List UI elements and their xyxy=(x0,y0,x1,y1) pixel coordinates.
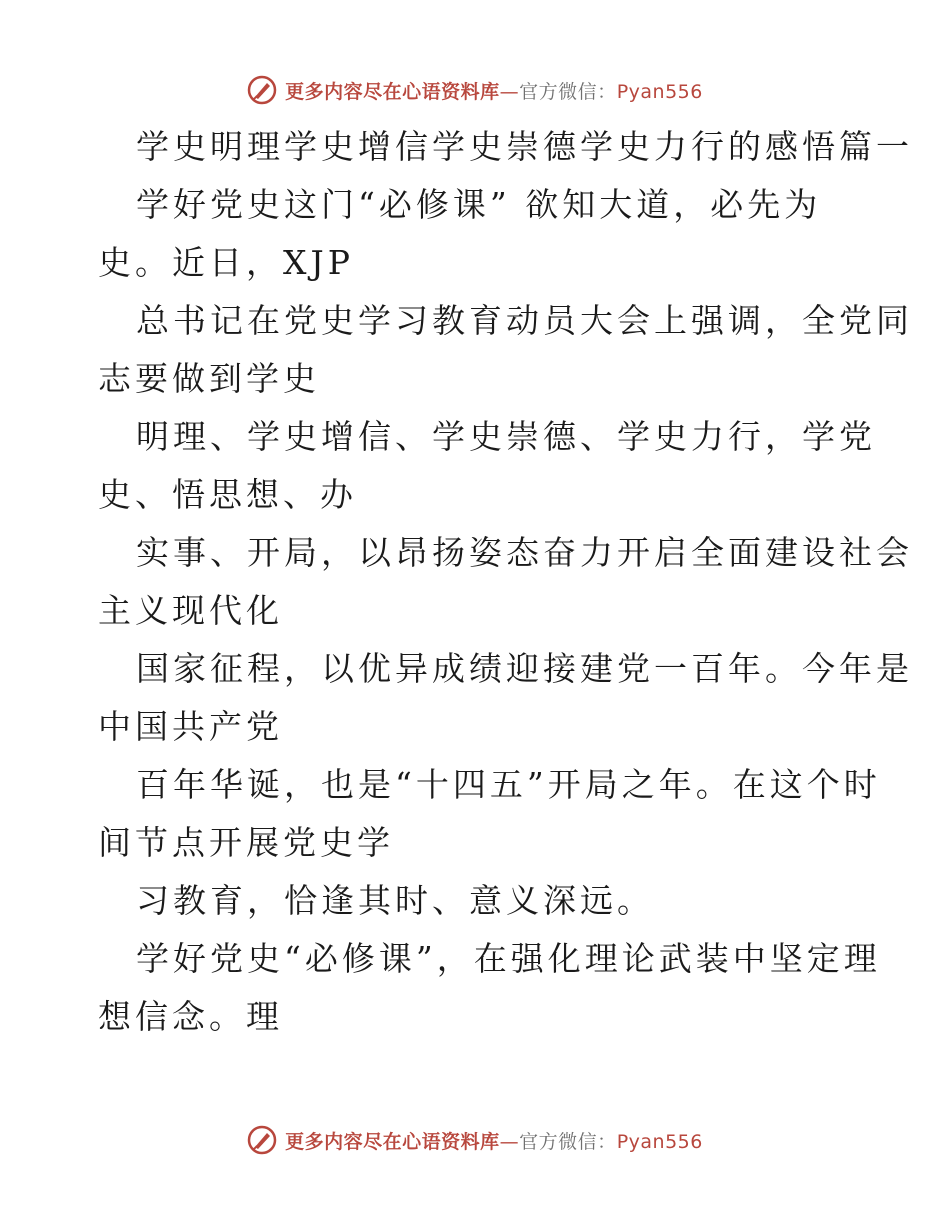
text-line: 中国共产党 xyxy=(98,707,283,746)
watermark-label: 官方微信： xyxy=(519,1130,617,1153)
document-body xyxy=(98,118,913,1046)
text-line: 习教育，恰逢其时、意义深远。 xyxy=(136,881,654,920)
footer-watermark xyxy=(0,1123,950,1157)
text-line: 志要做到学史 xyxy=(98,359,320,398)
text-line: 实事、开局，以昂扬姿态奋力开启全面建设社会 xyxy=(136,533,913,572)
quill-seal-icon xyxy=(247,1125,277,1155)
watermark-wechat-id: Pyan556 xyxy=(616,80,703,103)
watermark-wechat-id: Pyan556 xyxy=(616,1130,703,1153)
watermark-label: 官方微信： xyxy=(519,80,617,103)
text-line: 百年华诞，也是“十四五”开局之年。在这个时 xyxy=(136,765,881,804)
text-line: 国家征程，以优异成绩迎接建党一百年。今年是 xyxy=(136,649,913,688)
text-line: 学好党史这门“必修课” 欲知大道，必先为 xyxy=(136,185,822,224)
watermark-brand: 更多内容尽在心语资料库 xyxy=(285,80,500,103)
text-line: 史、悟思想、办 xyxy=(98,475,357,514)
quill-seal-icon xyxy=(247,75,277,105)
watermark-dash: — xyxy=(499,1130,520,1153)
text-line: 总书记在党史学习教育动员大会上强调，全党同 xyxy=(136,301,913,340)
watermark-dash: — xyxy=(499,80,520,103)
header-watermark xyxy=(0,73,950,107)
text-line: 想信念。理 xyxy=(98,997,283,1036)
text-line: 史。近日，XJP xyxy=(98,243,354,282)
text-line: 明理、学史增信、学史崇德、学史力行，学党 xyxy=(136,417,876,456)
text-line: 主义现代化 xyxy=(98,591,283,630)
text-line: 学史明理学史增信学史崇德学史力行的感悟篇一 xyxy=(136,127,913,166)
text-line: 间节点开展党史学 xyxy=(98,823,394,862)
text-line: 学好党史“必修课”，在强化理论武装中坚定理 xyxy=(136,939,881,978)
watermark-brand: 更多内容尽在心语资料库 xyxy=(285,1130,500,1153)
